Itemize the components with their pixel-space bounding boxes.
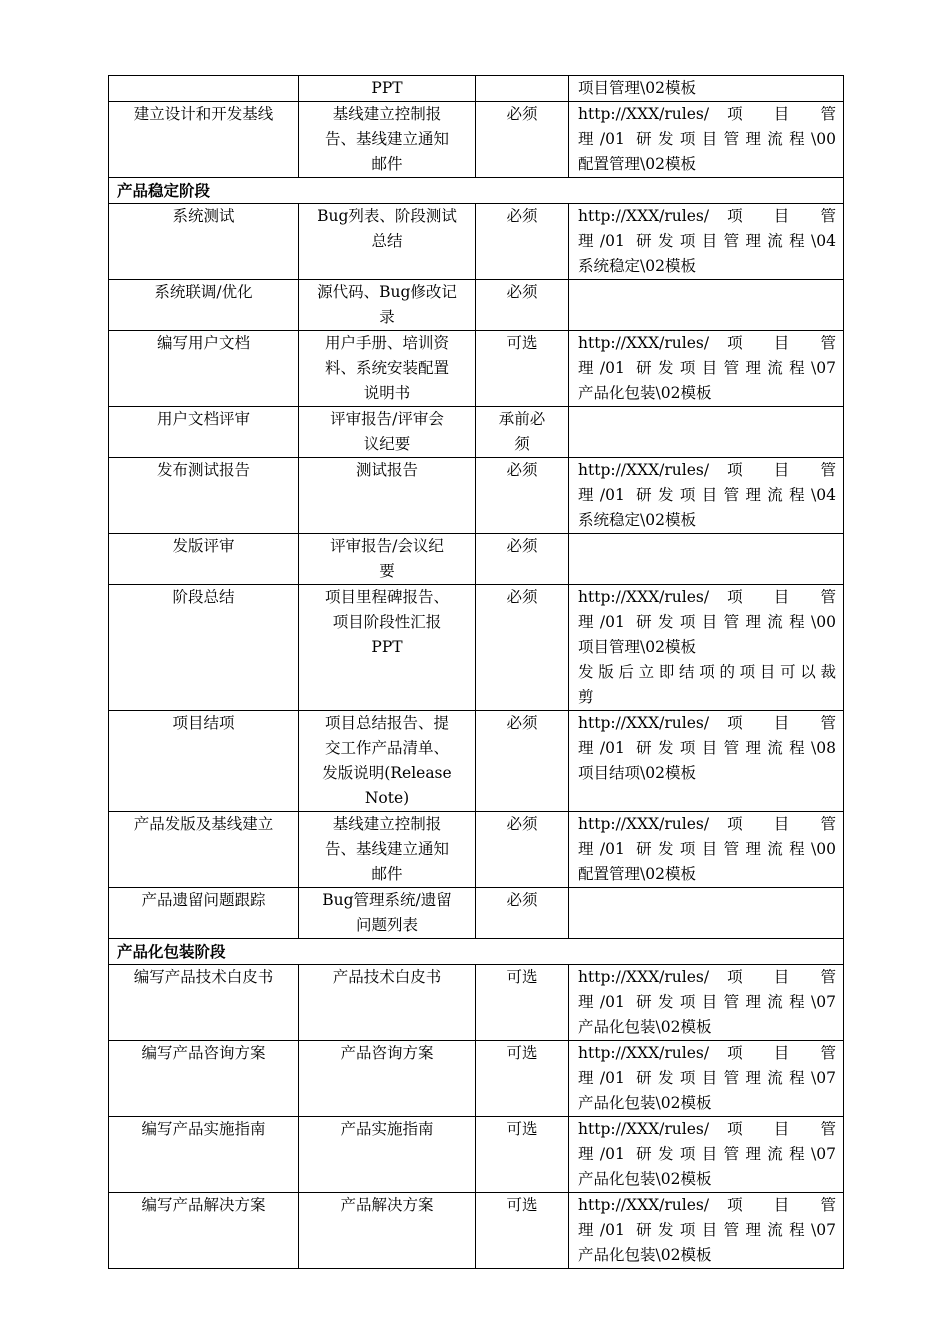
reference-line: 理/01 研发项目管理流程\07 (578, 359, 836, 377)
table-row (109, 407, 844, 458)
activity-cell (109, 888, 299, 939)
deliverable-line: 项目总结报告、提 (324, 714, 449, 732)
requirement-cell (476, 1041, 569, 1117)
activity-text: 发版评审 (172, 537, 235, 555)
requirement-line: 必须 (506, 461, 538, 479)
reference-line: http://XXX/rules/ 项 目 管 (578, 207, 836, 225)
reference-line: 产品化包装\02模板 (578, 1094, 712, 1112)
activity-text: 编写产品技术白皮书 (133, 968, 274, 986)
reference-line: 理/01 研发项目管理流程\07 (578, 1221, 836, 1239)
reference-line: 系统稳定\02模板 (578, 257, 696, 275)
reference-line: http://XXX/rules/ 项 目 管 (578, 1120, 836, 1138)
deliverable-cell (299, 888, 476, 939)
section-header-row (109, 178, 844, 204)
requirement-cell (476, 965, 569, 1041)
reference-cell (569, 204, 844, 280)
activity-cell (109, 1193, 299, 1269)
table-row (109, 812, 844, 888)
activity-text: 用户文档评审 (156, 410, 250, 428)
deliverable-line: 测试报告 (355, 461, 418, 479)
deliverable-line: 料、系统安装配置 (324, 359, 449, 377)
reference-cell (569, 280, 844, 331)
activity-text: 编写产品咨询方案 (141, 1044, 266, 1062)
reference-cell (569, 1041, 844, 1117)
deliverable-cell (299, 711, 476, 812)
requirement-cell (476, 534, 569, 585)
activity-text: 编写用户文档 (156, 334, 250, 352)
table-body (109, 76, 844, 1269)
activity-cell (109, 812, 299, 888)
deliverable-line: 产品咨询方案 (340, 1044, 434, 1062)
requirement-line: 必须 (506, 105, 538, 123)
table-row (109, 888, 844, 939)
reference-line: 产品化包装\02模板 (578, 384, 712, 402)
activity-cell (109, 965, 299, 1041)
deliverable-line: 产品技术白皮书 (332, 968, 442, 986)
reference-cell (569, 1117, 844, 1193)
deliverable-line: 告、基线建立通知 (324, 130, 449, 148)
reference-line: http://XXX/rules/ 项 目 管 (578, 968, 836, 986)
activity-text: 建立设计和开发基线 (133, 105, 274, 123)
process-table (108, 75, 844, 1269)
table-row (109, 280, 844, 331)
reference-cell (569, 76, 844, 102)
reference-line: 项目管理\02模板 (578, 638, 696, 656)
requirement-line: 必须 (506, 891, 538, 909)
deliverable-line: 录 (379, 308, 395, 326)
deliverable-cell (299, 204, 476, 280)
reference-line: 理/01 研发项目管理流程\00 (578, 613, 836, 631)
deliverable-line: PPT (371, 638, 403, 656)
reference-line: http://XXX/rules/ 项 目 管 (578, 815, 836, 833)
reference-line: 配置管理\02模板 (578, 155, 696, 173)
activity-cell (109, 204, 299, 280)
table-row (109, 585, 844, 711)
requirement-line: 可选 (506, 1196, 538, 1214)
reference-cell (569, 331, 844, 407)
table-row (109, 1193, 844, 1269)
reference-line: http://XXX/rules/ 项 目 管 (578, 714, 836, 732)
deliverable-line: 说明书 (363, 384, 411, 402)
activity-cell (109, 331, 299, 407)
requirement-line: 承前必 (498, 410, 546, 428)
activity-cell (109, 76, 299, 102)
reference-line: http://XXX/rules/ 项 目 管 (578, 588, 836, 606)
activity-text: 项目结项 (172, 714, 235, 732)
table-row (109, 331, 844, 407)
deliverable-cell (299, 1193, 476, 1269)
table-row (109, 1041, 844, 1117)
reference-line: 配置管理\02模板 (578, 865, 696, 883)
section-title: 产品化包装阶段 (109, 939, 844, 965)
requirement-cell (476, 711, 569, 812)
reference-cell (569, 407, 844, 458)
deliverable-line: 邮件 (371, 865, 403, 883)
reference-line: 理/01 研发项目管理流程\00 (578, 130, 836, 148)
requirement-line: 须 (514, 435, 530, 453)
reference-line: 理/01 研发项目管理流程\08 (578, 739, 836, 757)
table-row (109, 204, 844, 280)
deliverable-cell (299, 407, 476, 458)
activity-cell (109, 1117, 299, 1193)
deliverable-line: 项目里程碑报告、 (324, 588, 449, 606)
table-row (109, 458, 844, 534)
requirement-cell (476, 1193, 569, 1269)
deliverable-cell (299, 102, 476, 178)
reference-line: 理/01 研发项目管理流程\00 (578, 840, 836, 858)
reference-line: http://XXX/rules/ 项 目 管 (578, 1196, 836, 1214)
reference-cell (569, 585, 844, 711)
reference-cell (569, 458, 844, 534)
reference-line: http://XXX/rules/ 项 目 管 (578, 461, 836, 479)
activity-cell (109, 585, 299, 711)
reference-line: 理/01 研发项目管理流程\07 (578, 1069, 836, 1087)
section-header-row (109, 939, 844, 965)
activity-cell (109, 407, 299, 458)
requirement-line: 必须 (506, 283, 538, 301)
reference-cell (569, 888, 844, 939)
reference-cell (569, 534, 844, 585)
deliverable-line: 邮件 (371, 155, 403, 173)
table-row (109, 1117, 844, 1193)
activity-text: 编写产品实施指南 (141, 1120, 266, 1138)
requirement-line: 可选 (506, 1044, 538, 1062)
reference-line: 产品化包装\02模板 (578, 1246, 712, 1264)
reference-line: 产品化包装\02模板 (578, 1018, 712, 1036)
deliverable-cell (299, 1117, 476, 1193)
deliverable-line: Bug列表、阶段测试 (317, 207, 457, 225)
requirement-cell (476, 812, 569, 888)
requirement-line: 可选 (506, 1120, 538, 1138)
deliverable-line: 产品解决方案 (340, 1196, 434, 1214)
deliverable-line: 要 (379, 562, 395, 580)
requirement-cell (476, 1117, 569, 1193)
deliverable-line: 议纪要 (363, 435, 411, 453)
deliverable-line: 基线建立控制报 (332, 815, 442, 833)
activity-text: 系统测试 (172, 207, 235, 225)
deliverable-cell (299, 965, 476, 1041)
activity-cell (109, 280, 299, 331)
requirement-cell (476, 204, 569, 280)
table-row (109, 102, 844, 178)
deliverable-cell (299, 458, 476, 534)
reference-line: 系统稳定\02模板 (578, 511, 696, 529)
activity-text: 产品遗留问题跟踪 (141, 891, 266, 909)
reference-cell (569, 102, 844, 178)
table-row (109, 711, 844, 812)
deliverable-cell (299, 534, 476, 585)
deliverable-cell (299, 331, 476, 407)
activity-text: 发布测试报告 (156, 461, 250, 479)
activity-cell (109, 534, 299, 585)
requirement-cell (476, 280, 569, 331)
reference-line: http://XXX/rules/ 项 目 管 (578, 1044, 836, 1062)
table-row (109, 965, 844, 1041)
deliverable-cell (299, 76, 476, 102)
activity-cell (109, 458, 299, 534)
requirement-cell (476, 102, 569, 178)
activity-cell (109, 102, 299, 178)
deliverable-line: 基线建立控制报 (332, 105, 442, 123)
deliverable-line: PPT (371, 79, 403, 97)
requirement-cell (476, 458, 569, 534)
section-title: 产品稳定阶段 (109, 178, 844, 204)
deliverable-line: 源代码、Bug修改记 (317, 283, 457, 301)
reference-line: http://XXX/rules/ 项 目 管 (578, 105, 836, 123)
reference-line: 产品化包装\02模板 (578, 1170, 712, 1188)
requirement-cell (476, 407, 569, 458)
activity-text: 系统联调/优化 (154, 283, 253, 301)
deliverable-line: 产品实施指南 (340, 1120, 434, 1138)
reference-cell (569, 1193, 844, 1269)
deliverable-cell (299, 585, 476, 711)
deliverable-line: 评审报告/评审会 (330, 410, 444, 428)
requirement-cell (476, 585, 569, 711)
requirement-line: 必须 (506, 588, 538, 606)
reference-cell (569, 711, 844, 812)
reference-line: 项目管理\02模板 (578, 79, 696, 97)
requirement-line: 可选 (506, 968, 538, 986)
reference-line: 理/01 研发项目管理流程\04 (578, 232, 836, 250)
requirement-line: 可选 (506, 334, 538, 352)
reference-line: 理/01 研发项目管理流程\07 (578, 993, 836, 1011)
requirement-cell (476, 76, 569, 102)
deliverable-line: 发版说明(Release (322, 764, 452, 782)
requirement-cell (476, 888, 569, 939)
requirement-cell (476, 331, 569, 407)
reference-cell (569, 812, 844, 888)
deliverable-line: 总结 (371, 232, 403, 250)
reference-line: 理/01 研发项目管理流程\04 (578, 486, 836, 504)
table-row (109, 534, 844, 585)
deliverable-line: Bug管理系统/遗留 (322, 891, 452, 909)
activity-cell (109, 1041, 299, 1117)
activity-cell (109, 711, 299, 812)
deliverable-cell (299, 1041, 476, 1117)
activity-text: 编写产品解决方案 (141, 1196, 266, 1214)
reference-cell (569, 965, 844, 1041)
requirement-line: 必须 (506, 714, 538, 732)
reference-line: 发版后立即结项的项目可以裁 (578, 663, 836, 681)
deliverable-line: 告、基线建立通知 (324, 840, 449, 858)
requirement-line: 必须 (506, 815, 538, 833)
deliverable-line: 交工作产品清单、 (324, 739, 449, 757)
table-row (109, 76, 844, 102)
reference-line: 项目结项\02模板 (578, 764, 696, 782)
activity-text: 产品发版及基线建立 (133, 815, 274, 833)
requirement-line: 必须 (506, 207, 538, 225)
reference-line: http://XXX/rules/ 项 目 管 (578, 334, 836, 352)
deliverable-cell (299, 812, 476, 888)
deliverable-line: 项目阶段性汇报 (332, 613, 442, 631)
reference-line: 剪 (578, 688, 594, 706)
deliverable-line: 评审报告/会议纪 (330, 537, 444, 555)
deliverable-line: 用户手册、培训资 (324, 334, 449, 352)
reference-line: 理/01 研发项目管理流程\07 (578, 1145, 836, 1163)
deliverable-cell (299, 280, 476, 331)
deliverable-line: Note) (364, 789, 410, 807)
deliverable-line: 问题列表 (355, 916, 418, 934)
requirement-line: 必须 (506, 537, 538, 555)
activity-text: 阶段总结 (172, 588, 235, 606)
